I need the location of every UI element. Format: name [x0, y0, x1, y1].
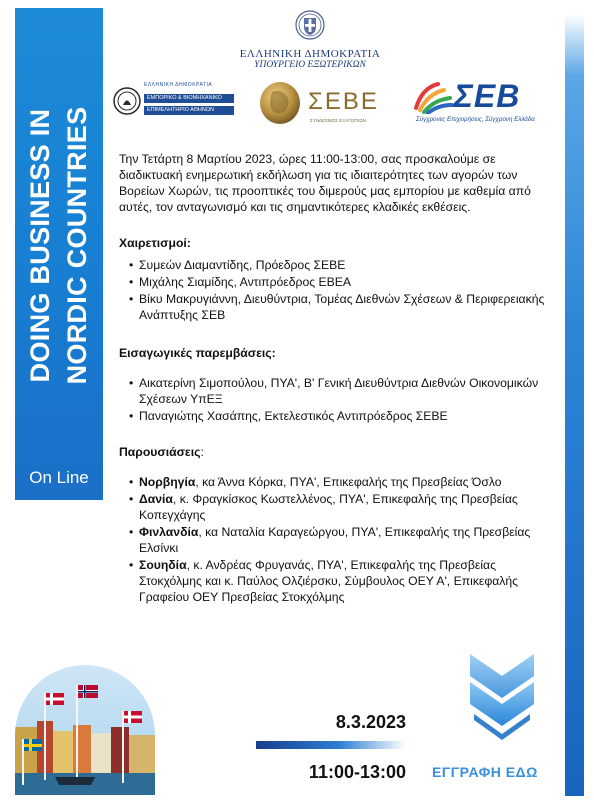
chamber-header: ΕΛΛΗΝΙΚΗ ΔΗΜΟΚΡΑΤΙΑ [144, 82, 213, 88]
event-title-line1: DOING BUSINESS IN [25, 108, 55, 383]
sev-wordmark: ΣΕΒ [454, 78, 521, 114]
register-link[interactable]: ΕΓΓΡΑΦΗ ΕΔΩ [432, 764, 538, 780]
presentations-list [119, 474, 562, 605]
country-name: Νορβηγία [139, 475, 196, 489]
list-item [129, 557, 562, 605]
event-title-line2: NORDIC COUNTRIES [62, 106, 92, 385]
seve-logo [258, 78, 388, 128]
greece-title: ΕΛΛΗΝΙΚΗ ΔΗΜΟΚΡΑΤΙΑ [239, 48, 381, 60]
sev-swirl-icon [412, 78, 454, 114]
intro-paragraph: Την Τετάρτη 8 Μαρτίου 2023, ώρες 11:00-13:00, σας προσκαλούμε σε διαδικτυακή ενημερωτική εκδήλωση για τις ιδιαιτερότητες των αγορών των Βορείων Χωρών, τις προοπτικές του διμερούς μας εμπορίου με καθεμία από αυτές, τον ανταγωνισμό και τις σημαντικότερες κλαδικές εκθέσεις. [119, 152, 531, 214]
intro-talks-list [119, 375, 562, 424]
harbour-illustration [15, 665, 155, 795]
seve-wordmark: ΣΕΒΕ [308, 88, 379, 115]
list-item [129, 491, 562, 523]
nordic-harbour-photo [15, 665, 155, 795]
presenter-text: , κα Άννα Κόρκα, ΠΥΑ', Επικεφαλής της Πρεσβείας Όσλο [195, 475, 502, 489]
intro-talks-title: Εισαγωγικές παρεμβάσεις: [119, 346, 276, 360]
right-decorative-bar [565, 14, 584, 796]
date-divider-bar [256, 741, 406, 749]
title-sidebar [15, 8, 103, 500]
presentations-title-colon: : [200, 445, 204, 459]
chamber-name-line2: ΕΠΙΜΕΛΗΤΗΡΙΟ ΑΘΗΝΩΝ [144, 106, 234, 115]
country-name: Σουηδία [139, 558, 187, 572]
chamber-name-line1: ΕΜΠΟΡΙΚΟ & ΒΙΟΜΗΧΑΝΙΚΟ [144, 94, 234, 103]
list-item [129, 524, 562, 556]
event-date: 8.3.2023 [335, 712, 406, 732]
list-item: • Αικατερίνη Σιμοπούλου, ΠΥΑ', Β' Γενική Διευθύντρια Διεθνών Οικονομικών Σχέσεων ΥπΕΞ [129, 375, 562, 407]
country-name: Δανία [139, 492, 173, 506]
seve-subtitle: ΣΥΝΔΕΣΜΟΣ ΕΞΑΓΩΓΕΩΝ [310, 118, 366, 123]
presentations-title [119, 444, 562, 460]
country-name: Φινλανδία [139, 525, 199, 539]
main-content [119, 151, 562, 606]
list-item [129, 474, 562, 490]
presenter-text: , κ. Φραγκίσκος Κωστελλένος, ΠΥΑ', Επικεφαλής της Πρεσβείας Κοπεγχάγης [139, 492, 518, 522]
seve-coin-icon [258, 80, 302, 126]
presentations-title-text: Παρουσιάσεις [119, 445, 201, 459]
event-time: 11:00-13:00 [308, 762, 406, 782]
list-item: • Βίκυ Μακρυγιάννη, Διευθύντρια, Τομέας Διεθνών Σχέσεων & Περιφερειακής Ανάπτυξης ΣΕΒ [129, 291, 562, 323]
presenter-text: , κ. Ανδρέας Φρυγανάς, ΠΥΑ', Επικεφαλής της Πρεσβείας Στοκχόλμης και κ. Παύλος Ολζιέρσκυ, Σύμβουλος ΟΕΥ Α', Επικεφαλής Γραφείου ΟΕΥ Πρεσβείας Στοκχόλμης [139, 558, 519, 604]
greetings-title: Χαιρετισμοί: [119, 236, 191, 250]
event-title [17, 73, 101, 418]
ministry-logo [230, 10, 390, 70]
greek-emblem-icon [295, 10, 325, 40]
presenter-text: , κα Ναταλία Καραγεώργου, ΠΥΑ', Επικεφαλής της Πρεσβείας Ελσίνκι [139, 525, 531, 555]
list-item: • Συμεών Διαμαντίδης, Πρόεδρος ΣΕΒΕ [129, 257, 562, 273]
list-item: • Μιχάλης Σιαμίδης, Αντιπρόεδρος ΕΒΕΑ [129, 274, 562, 290]
chevron-down-icon [470, 654, 534, 740]
online-label: On Line [29, 468, 89, 487]
ministry-subtitle: ΥΠΟΥΡΓΕΙΟ ΕΞΩΤΕΡΙΚΩΝ [254, 60, 366, 70]
greetings-list [119, 257, 562, 323]
chamber-logo [112, 80, 237, 122]
list-item: • Παναγιώτης Χασάπης, Εκτελεστικός Αντιπρόεδρος ΣΕΒΕ [129, 408, 562, 424]
sev-tagline: Σύγχρονες Επιχειρήσεις, Σύγχρονη Ελλάδα [416, 116, 535, 123]
chamber-seal-icon [112, 84, 142, 118]
sev-logo [410, 76, 550, 124]
